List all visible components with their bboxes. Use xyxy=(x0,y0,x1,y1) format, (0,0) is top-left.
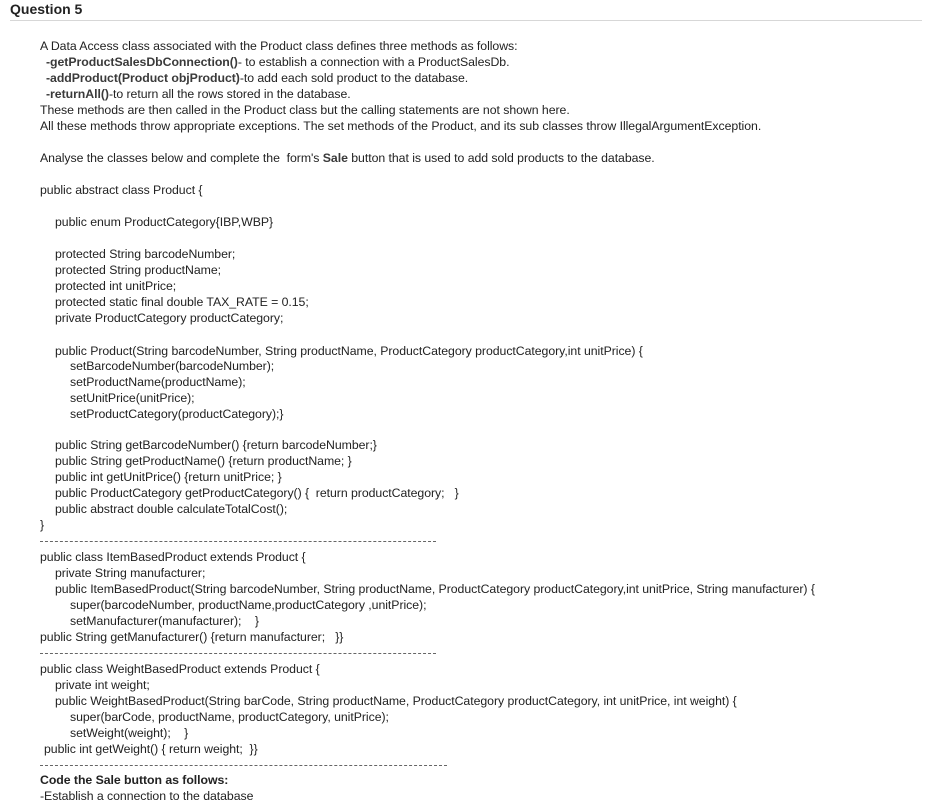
code-line: public String getManufacturer() {return manufacturer; }} xyxy=(40,630,344,644)
sale-keyword: Sale xyxy=(322,151,348,165)
code-line: setWeight(weight); } xyxy=(70,726,189,740)
code-line: public String getBarcodeNumber() {return barcodeNumber;} xyxy=(55,438,377,452)
analyse-instruction: Analyse the classes below and complete the form's Sale button that is used to add sold products to the database. xyxy=(40,151,655,165)
code-line: setProductName(productName); xyxy=(70,375,246,389)
sale-instructions-title: Code the Sale button as follows: xyxy=(40,773,229,787)
code-line: public int getUnitPrice() {return unitPrice; } xyxy=(55,470,282,484)
method-line xyxy=(46,55,509,70)
code-line: public ProductCategory getProductCategory() { return productCategory; } xyxy=(55,486,459,500)
intro-line: A Data Access class associated with the Product class defines three methods as follows: xyxy=(40,39,518,53)
code-line: public class WeightBasedProduct extends Product { xyxy=(40,662,320,676)
code-line: public abstract double calculateTotalCost(); xyxy=(55,502,288,516)
method-line xyxy=(46,87,351,102)
code-line: public class ItemBasedProduct extends Product { xyxy=(40,550,306,564)
code-line: public String getProductName() {return productName; } xyxy=(55,454,352,468)
code-line: private String manufacturer; xyxy=(55,566,206,580)
code-line: super(barcodeNumber, productName,productCategory ,unitPrice); xyxy=(70,598,427,612)
method-name: -addProduct(Product objProduct) xyxy=(46,71,240,85)
method-desc: -to return all the rows stored in the database. xyxy=(108,87,351,101)
code-line: setManufacturer(manufacturer); } xyxy=(70,614,259,628)
code-line: public WeightBasedProduct(String barCode, String productName, ProductCategory productCategory, int unitPrice, int weight) { xyxy=(55,694,737,708)
code-line: public Product(String barcodeNumber, String productName, ProductCategory productCategory,int unitPrice) { xyxy=(55,344,643,358)
code-line: public ItemBasedProduct(String barcodeNumber, String productName, ProductCategory productCategory,int unitPrice, String manufacturer) { xyxy=(55,582,815,596)
method-desc: -to add each sold product to the database. xyxy=(239,71,469,85)
code-line: private int weight; xyxy=(55,678,150,692)
divider xyxy=(40,541,436,542)
code-line: } xyxy=(40,518,45,532)
intro-line: All these methods throw appropriate exceptions. The set methods of the Product, and its sub classes throw IllegalArgumentException. xyxy=(40,119,762,133)
code-line: protected int unitPrice; xyxy=(55,279,177,293)
code-line: setUnitPrice(unitPrice); xyxy=(70,391,195,405)
code-line: protected String productName; xyxy=(55,263,222,277)
method-name: -getProductSalesDbConnection() xyxy=(46,55,238,69)
code-line: public int getWeight() { return weight; }} xyxy=(44,742,258,756)
divider xyxy=(40,765,447,766)
method-name: -returnAll() xyxy=(46,87,109,101)
method-desc: - to establish a connection with a ProductSalesDb. xyxy=(237,55,510,69)
code-line: public enum ProductCategory{IBP,WBP} xyxy=(55,215,274,229)
intro-line: These methods are then called in the Product class but the calling statements are not shown here. xyxy=(40,103,570,117)
code-line: public abstract class Product { xyxy=(40,183,203,197)
divider xyxy=(40,653,436,654)
code-line: private ProductCategory productCategory; xyxy=(55,311,284,325)
method-line xyxy=(46,71,468,86)
code-line: setBarcodeNumber(barcodeNumber); xyxy=(70,359,275,373)
code-line: super(barCode, productName, productCategory, unitPrice); xyxy=(70,710,389,724)
sale-instruction-line: -Establish a connection to the database xyxy=(40,789,254,803)
code-line: setProductCategory(productCategory);} xyxy=(70,407,284,421)
code-line: protected static final double TAX_RATE = 0.15; xyxy=(55,295,309,309)
code-line: protected String barcodeNumber; xyxy=(55,247,236,261)
question-title: Question 5 xyxy=(10,1,83,17)
